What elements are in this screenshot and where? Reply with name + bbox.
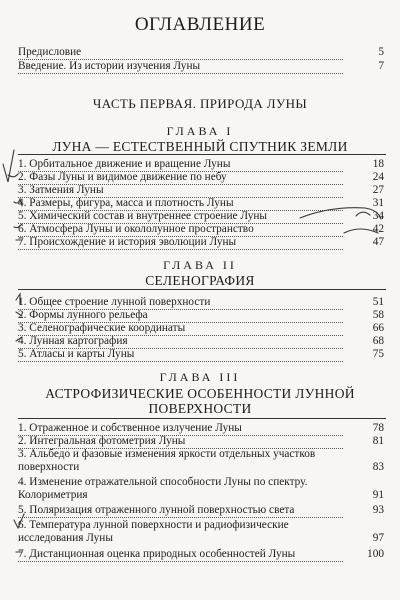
chapter-1-number: ГЛАВА I bbox=[166, 124, 234, 138]
part-title: ЧАСТЬ ПЕРВАЯ. ПРИРОДА ЛУНЫ bbox=[92, 96, 308, 111]
toc-page: ОГЛАВЛЕНИЕ Предисловие 5 Введение. Из истории изучения Луны 7 ЧАСТЬ ПЕРВАЯ. ПРИРОДА ЛУНЫ ГЛАВА I ЛУНА — ЕСТЕСТВЕННЫЙ СПУТНИК ЗЕМЛИ 1. Орбитальное движение и вращение Луны 18 2. Фазы Луны и видимое движение по небу 24 3. Затмения Луны 27 4. Размеры, фигура, масса и плотность Луны 31 5. Химический состав и внутреннее строение Луны 34 6. Атмосфера Луны и окололунное пространство 42 7. Происхождение и история эволюции Луны 47 ГЛАВА II СЕЛЕНОГРАФИЯ 1. Общее строение лунной поверхности 51 2. Формы лунного рельефа 58 3. Селенографические координаты 66 4. Лунная картография 68 5. Атласы и карты Луны 75 ГЛАВА III АСТРОФИЗИЧЕСКИЕ ОСОБЕННОСТИ ЛУННОЙ ПОВЕРХНОСТИ 1. Отраженное и собственное излучение Луны 78 2. Интегральная фотометрия Луны 81 3. Альбедо и фазовые изменения яркости отдельных участков поверхности 83 4. Изменение отражательной способности Луны по спектру. Колориметрия 91 5. Поляризация отраженного лунной поверхностью света 93 6. Температура лунной поверхности и радиофизические исследования Луны 97 7. Дистанционная оценка природных особенностей Луны 100 bbox=[0, 0, 400, 600]
toc-entry-3-4[interactable]: 4. Изменение отражательной способности Луны по спектру. Колориметрия 91 bbox=[18, 476, 384, 501]
chapter-3-title-line2: ПОВЕРХНОСТИ bbox=[148, 401, 252, 416]
toc-entry-3-5[interactable]: 5. Поляризация отраженного лунной поверхностью света 93 bbox=[18, 504, 384, 516]
chapter-2-number: ГЛАВА II bbox=[163, 258, 237, 272]
chapter-3-title-line1: АСТРОФИЗИЧЕСКИЕ ОСОБЕННОСТИ ЛУННОЙ bbox=[45, 386, 355, 401]
toc-entry-3-3[interactable]: 3. Альбедо и фазовые изменения яркости отдельных участков поверхности 83 bbox=[18, 448, 384, 473]
toc-heading: ОГЛАВЛЕНИЕ bbox=[134, 14, 266, 35]
tick-mark-icon bbox=[8, 174, 18, 177]
chapter-1-title: ЛУНА — ЕСТЕСТВЕННЫЙ СПУТНИК ЗЕМЛИ bbox=[52, 139, 348, 154]
toc-entry-3-6[interactable]: 6. Температура лунной поверхности и радиофизические исследования Луны 97 bbox=[18, 519, 384, 544]
chapter-1-divider bbox=[18, 154, 386, 155]
toc-entry-3-2[interactable]: 2. Интегральная фотометрия Луны 81 bbox=[18, 435, 384, 447]
chapter-2-divider bbox=[18, 289, 386, 290]
toc-entry-3-1[interactable]: 1. Отраженное и собственное излучение Луны 78 bbox=[18, 422, 384, 434]
toc-entry-3-7[interactable]: 7. Дистанционная оценка природных особенностей Луны 100 bbox=[18, 548, 384, 560]
chapter-3-number: ГЛАВА III bbox=[159, 370, 241, 384]
chapter-2-title: СЕЛЕНОГРАФИЯ bbox=[145, 273, 255, 288]
chapter-3-divider bbox=[18, 418, 386, 419]
